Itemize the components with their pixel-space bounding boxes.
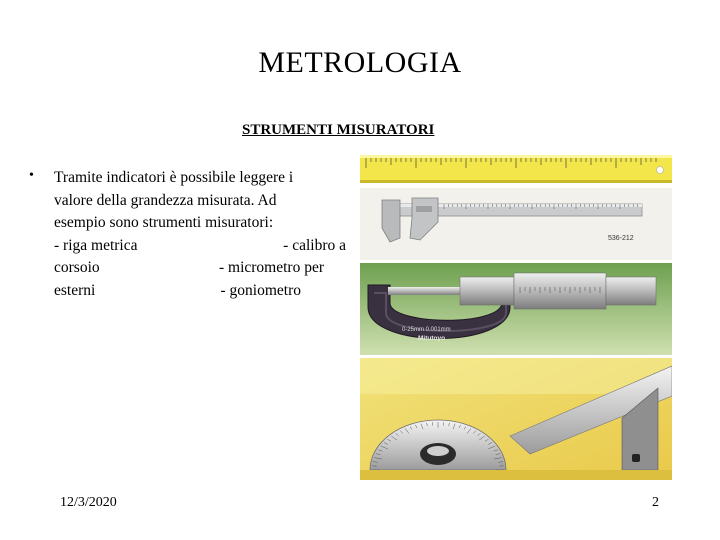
- text-line: [54, 280, 346, 303]
- text-line: [54, 257, 346, 280]
- item-riga-metrica: - riga metrica: [54, 236, 138, 254]
- text-line: [54, 235, 346, 258]
- item-micrometro: - micrometro per: [218, 259, 324, 276]
- text-line-3: esempio sono strumenti misuratori:: [54, 214, 274, 231]
- slide-subtitle: STRUMENTI MISURATORI: [242, 122, 435, 138]
- text-line-1: Tramite indicatori è possibile leggere i: [54, 169, 294, 186]
- item-calibro: - calibro a: [283, 236, 346, 254]
- micrometer-image: [360, 263, 672, 355]
- caliper-code-label: 536-212: [608, 235, 634, 242]
- protractor-image: [360, 358, 672, 480]
- text-line: [54, 190, 346, 213]
- footer-date: 12/3/2020: [60, 495, 117, 510]
- micrometer-range-label: 0-25mm 0.001mm: [402, 327, 451, 333]
- ruler-image: [360, 155, 672, 183]
- text-line-2: valore della grandezza misurata. Ad: [54, 191, 277, 209]
- item-esterni: esterni: [54, 281, 96, 299]
- text-line: [54, 212, 346, 235]
- caliper-image: [360, 188, 672, 260]
- page-number: 2: [652, 495, 659, 510]
- bullet-text: [54, 167, 346, 302]
- slide-title: METROLOGIA: [258, 46, 462, 79]
- bullet-marker: •: [29, 168, 34, 183]
- item-corsoio: corsoio: [54, 259, 100, 276]
- item-goniometro: - goniometro: [220, 281, 301, 299]
- text-line: [54, 167, 346, 190]
- micrometer-brand-label: Mitutoyo: [418, 335, 446, 342]
